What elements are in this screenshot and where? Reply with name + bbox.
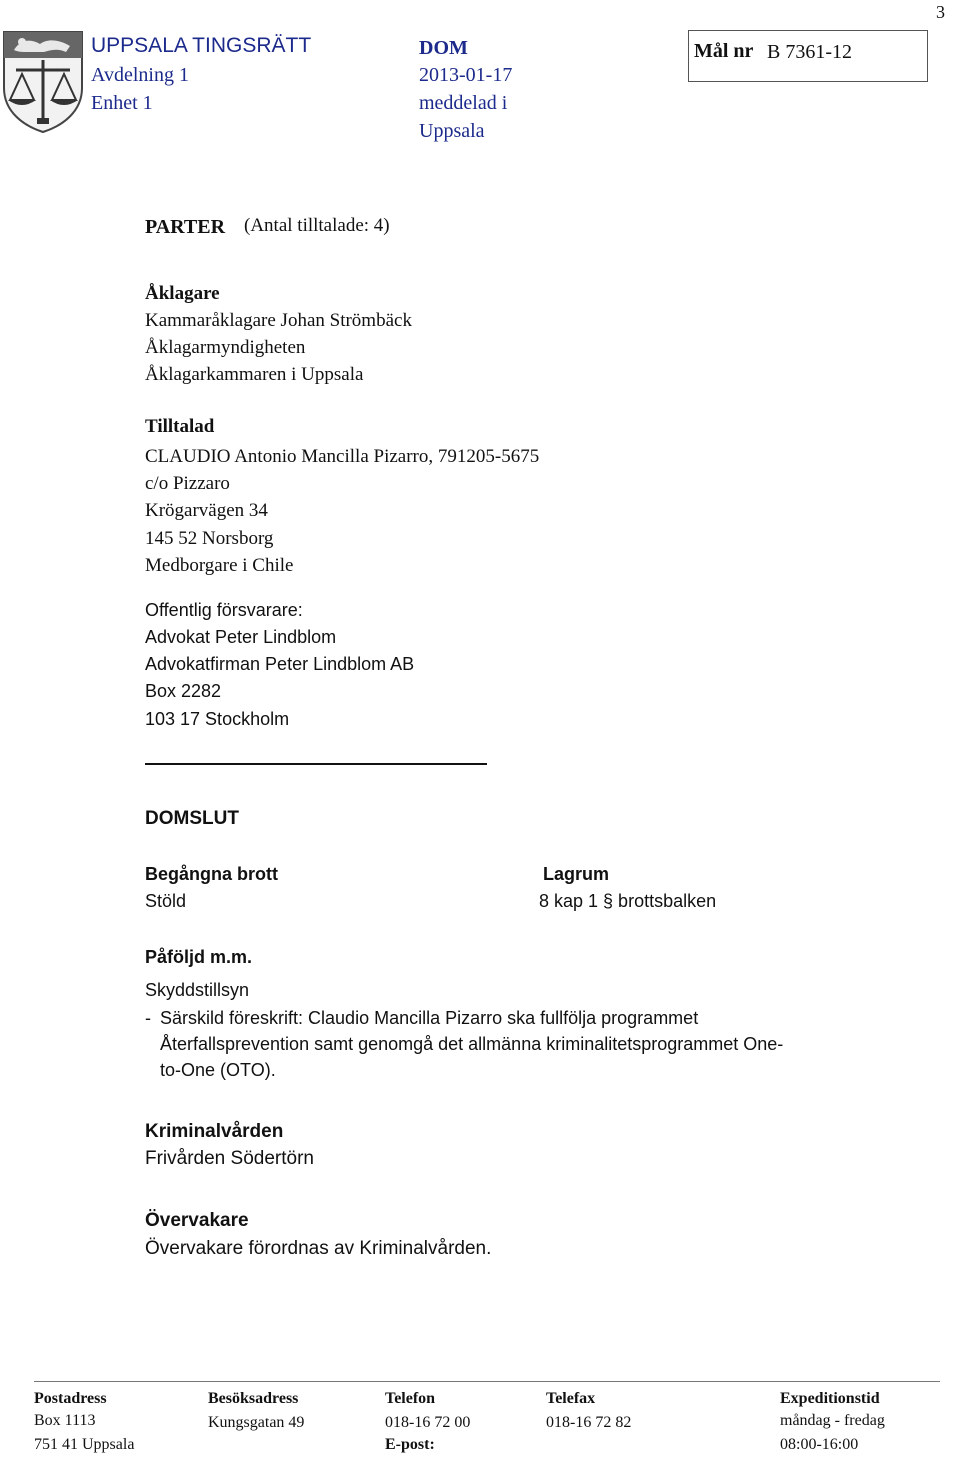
parties-heading: PARTER (145, 216, 226, 238)
defendant-count-note: (Antal tilltalade: 4) (244, 215, 390, 236)
condition-line: to-One (OTO). (160, 1060, 276, 1080)
court-unit: Enhet 1 (91, 92, 153, 114)
sanction: Skyddstillsyn (145, 980, 250, 1000)
case-number-box (688, 30, 928, 82)
probation-heading: Kriminalvården (145, 1121, 284, 1142)
section-divider (145, 763, 487, 765)
defendant-line: 145 52 Norsborg (145, 528, 274, 549)
footer-postal-heading: Postadress (34, 1390, 107, 1407)
counsel-line: Advokatfirman Peter Lindblom AB (145, 654, 415, 674)
supervisor-text: Övervakare förordnas av Kriminalvården. (145, 1238, 492, 1259)
footer-postal-line: Box 1113 (34, 1412, 96, 1429)
footer-email-label: E-post: (385, 1436, 435, 1453)
crime: Stöld (145, 891, 187, 911)
defendant-line: Krögarvägen 34 (145, 500, 268, 521)
defendant-line: CLAUDIO Antonio Mancilla Pizarro, 791205-5675 (145, 446, 540, 467)
prosecutor-line: Åklagarmyndigheten (145, 337, 306, 358)
footer-postal-line: 751 41 Uppsala (34, 1436, 135, 1453)
case-number-label: Mål nr (694, 40, 754, 62)
defendant-heading: Tilltalad (145, 416, 215, 437)
document-type: DOM (419, 37, 468, 59)
footer-fax: 018-16 72 82 (546, 1414, 632, 1431)
footer-hours-heading: Expeditionstid (780, 1390, 880, 1407)
law-reference: 8 kap 1 § brottsbalken (539, 891, 717, 911)
counsel-line: 103 17 Stockholm (145, 709, 290, 729)
counsel-line: Offentlig försvarare: (145, 600, 303, 620)
crimes-heading: Begångna brott (145, 864, 278, 884)
footer-fax-heading: Telefax (546, 1390, 596, 1407)
law-heading: Lagrum (543, 864, 610, 884)
footer-visit-heading: Besöksadress (208, 1390, 299, 1407)
probation-office: Frivården Södertörn (145, 1148, 314, 1169)
court-coat-of-arms-icon (0, 30, 86, 134)
announced-city: Uppsala (419, 120, 485, 142)
document-date: 2013-01-17 (419, 64, 513, 86)
footer-phone: 018-16 72 00 (385, 1414, 471, 1431)
condition-line: Särskild föreskrift: Claudio Mancilla Pizarro ska fullfölja programmet (160, 1008, 699, 1028)
sanction-heading: Påföljd m.m. (145, 947, 253, 967)
judgment-heading: DOMSLUT (145, 808, 239, 829)
supervisor-heading: Övervakare (145, 1210, 249, 1231)
footer-hours-days: måndag - fredag (780, 1412, 885, 1429)
footer-visit-address: Kungsgatan 49 (208, 1414, 305, 1431)
footer-phone-heading: Telefon (385, 1390, 436, 1407)
counsel-line: Advokat Peter Lindblom (145, 627, 337, 647)
prosecutor-heading: Åklagare (145, 283, 220, 304)
page-number: 3 (936, 2, 945, 22)
court-name: UPPSALA TINGSRÄTT (91, 34, 312, 57)
announced-label: meddelad i (419, 92, 508, 114)
footer-hours-time: 08:00-16:00 (780, 1436, 859, 1453)
court-division: Avdelning 1 (91, 64, 189, 86)
condition-line: Återfallsprevention samt genomgå det allmänna kriminalitetsprogrammet One- (160, 1034, 784, 1054)
case-number: B 7361-12 (767, 41, 852, 63)
defendant-line: c/o Pizzaro (145, 473, 230, 494)
prosecutor-line: Kammaråklagare Johan Strömbäck (145, 310, 412, 331)
counsel-line: Box 2282 (145, 681, 222, 701)
prosecutor-line: Åklagarkammaren i Uppsala (145, 364, 364, 385)
footer-divider (34, 1381, 940, 1382)
defendant-line: Medborgare i Chile (145, 555, 294, 576)
condition-dash: - (145, 1008, 151, 1028)
